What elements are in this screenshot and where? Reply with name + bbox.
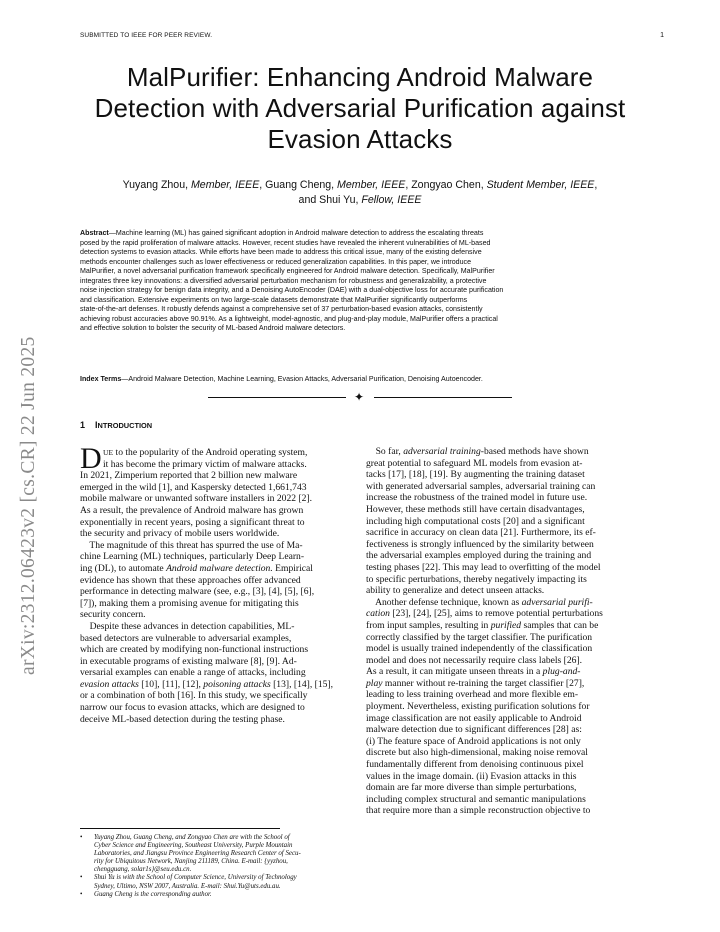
abstract-line: Abstract—Machine learning (ML) has gained significant adoption in Android malware detection to address the escalating threats	[80, 229, 484, 237]
body-line: As a result, the prevalence of Android malware has grown	[80, 504, 304, 516]
abstract-label: Abstract	[80, 229, 109, 237]
paper-title	[70, 62, 650, 155]
footnotes	[80, 834, 356, 899]
footnote-item: • Yuyang Zhou, Guang Cheng, and Zongyao Chen are with the School of Cyber Science and Engineering, Southeast University, Purple Mountain Laboratories, and Jiangsu Province Engineering Research Center of Secu- rity for Ubiquitous Network, Nanjing 211189, China. E-mail: {yyzhou, chengguang, solar1s}@seu.edu.cn.	[80, 834, 356, 874]
abstract-line: posed by the rapid proliferation of malware attacks. However, recent studies have revealed the inherent vulnerabilities of ML-based	[80, 238, 491, 247]
body-line: cation [23], [24], [25], aims to remove potential perturbations	[366, 608, 603, 620]
body-line: security concern.	[80, 609, 146, 621]
body-line: chine Learning (ML) techniques, particularly Deep Learn-	[80, 551, 305, 563]
body-line: based detectors are vulnerable to adversarial examples,	[80, 632, 292, 644]
body-line: that require more than a simple reconstruction objective to	[366, 805, 591, 817]
body-line: great potential to safeguard ML models from evasion at-	[366, 457, 583, 469]
body-line: As a result, it can mitigate unseen threats in a plug-and-	[366, 666, 581, 678]
body-line: in executable programs of existing malware [8], [9]. Ad-	[80, 655, 297, 667]
body-line: tacks [17], [18], [19]. By augmenting the training dataset	[366, 469, 585, 481]
footnote-item: • Shui Yu is with the School of Computer Science, University of Technology Sydney, Ultimo, NSW 2007, Australia. E-mail: Shui.Yu@uts.edu.au.	[80, 874, 356, 890]
body-line: exponentially in recent years, posing a significant threat to	[80, 516, 305, 528]
author-line: and Shui Yu, Fellow, IEEE	[298, 194, 422, 206]
body-line: In 2021, Zimperium reported that 2 billion new malware	[80, 470, 298, 482]
body-line: emerged in the wild [1], and Kaspersky detected 1,661,743	[80, 481, 307, 493]
body-line: The magnitude of this threat has spurred the use of Ma-	[80, 539, 303, 551]
body-line: model and does not necessarily require class labels [26].	[366, 654, 583, 666]
index-terms: Index Terms—Android Malware Detection, Machine Learning, Evasion Attacks, Adversarial Purification, Denoising Autoencoder.	[80, 375, 483, 383]
body-line: including high computational costs [20] and a significant	[366, 515, 585, 527]
title-line: Detection with Adversarial Purification against	[94, 93, 626, 123]
abstract-line: state-of-the-art defenses. It robustly defends against a comprehensive set of 37 perturbation-based evasion attacks, consistently	[80, 305, 483, 314]
body-line: UE to the popularity of the Android operating system,	[103, 447, 308, 458]
body-line: or a combination of both [16]. In this study, we specifically	[80, 690, 308, 702]
body-line: evidence has shown that these approaches offer advanced	[80, 574, 301, 586]
body-line: malware detection due to significant differences [28] as:	[366, 724, 582, 736]
abstract-line: MalPurifier, a novel adversarial purification framework specifically engineered for Android malware detection. Specifically, MalPurifier	[80, 267, 495, 276]
section-divider	[208, 392, 512, 402]
body-line: Another defense technique, known as adversarial purifi-	[366, 596, 593, 608]
body-line: (i) The feature space of Android applications is not only	[366, 735, 581, 747]
body-line: which are created by modifying non-functional instructions	[80, 644, 309, 656]
body-line: So far, adversarial training-based methods have shown	[366, 446, 589, 457]
footnote-rule	[80, 828, 280, 829]
body-line: discrete but also high-dimensional, making noise removal	[366, 747, 588, 759]
abstract	[80, 229, 640, 334]
body-line: the adversarial examples employed during the training and	[366, 550, 592, 562]
body-line: ability to generalize and detect unseen attacks.	[366, 585, 545, 597]
arxiv-stamp: arXiv:2312.06423v2 [cs.CR] 22 Jun 2025	[18, 336, 39, 675]
body-line: domain are far more diverse than simple perturbations,	[366, 782, 577, 794]
body-line: fundamentally different from denoising continuous pixel	[366, 759, 584, 771]
body-line: ployment. Nevertheless, existing purification solutions for	[366, 701, 590, 713]
abstract-line: noise injection strategy for benign data integrity, and a Denoising AutoEncoder (DAE) with a dual-objective loss for accurate purification	[80, 286, 504, 295]
divider-rule-left	[208, 397, 346, 398]
abstract-line: and effective solution to bolster the security of ML-based Android malware detectors.	[80, 324, 346, 333]
page-number: 1	[660, 32, 664, 39]
body-line: increase the robustness of the trained model in future use.	[366, 492, 588, 504]
body-line: correctly classified by the target classifier. The purification	[366, 631, 593, 643]
body-line: evasion attacks [10], [11], [12], poisoning attacks [13], [14], [15],	[80, 678, 334, 690]
body-line: However, these methods still have certain disadvantages,	[366, 503, 585, 515]
body-line: fectiveness is strongly influenced by the similarity between	[366, 538, 594, 550]
body-line: narrow our focus to evasion attacks, which are designed to	[80, 702, 305, 714]
author-line: Yuyang Zhou, Member, IEEE, Guang Cheng, Member, IEEE, Zongyao Chen, Student Member, IEEE,	[122, 179, 598, 191]
footnote-item: • Guang Cheng is the corresponding author.	[80, 891, 356, 899]
author-list	[66, 178, 654, 208]
body-line: deceive ML-based detection during the testing phase.	[80, 713, 285, 725]
abstract-line: methods encounter challenges such as lower effectiveness or reduced generalization capabilities. In this paper, we introduce	[80, 257, 472, 266]
left-column	[80, 447, 356, 725]
section-number: 1	[80, 420, 86, 430]
body-line: performance in detecting malware (see, e.g., [3], [4], [5], [6],	[80, 586, 315, 598]
body-line: including complex structural and semantic manipulations	[366, 793, 586, 805]
body-line: [7]), making them a promising avenue for mitigating this	[80, 597, 299, 609]
body-line: mobile malware or unwanted software installers in 2022 [2].	[80, 493, 313, 505]
body-line: the security and privacy of mobile users worldwide.	[80, 528, 280, 540]
body-line: play manner without re-training the target classifier [27],	[366, 677, 585, 689]
body-line: to specific perturbations, thereby negatively impacting its	[366, 573, 587, 585]
body-line: testing phases [22]. This may lead to overfitting of the model	[366, 561, 601, 573]
body-line: ing (DL), to automate Android malware detection. Empirical	[80, 562, 313, 574]
running-header: SUBMITTED TO IEEE FOR PEER REVIEW.	[80, 32, 213, 39]
body-line: with generated adversarial samples, adversarial training can	[366, 480, 596, 492]
body-line: versarial examples can enable a range of attacks, including	[80, 667, 306, 679]
body-line: leading to less training overhead and more flexible em-	[366, 689, 579, 701]
body-line: values in the image domain. (ii) Evasion attacks in this	[366, 770, 577, 782]
right-column	[366, 446, 642, 817]
body-line: sacrifice in accuracy on clean data [21]. Furthermore, its ef-	[366, 527, 596, 539]
divider-rule-right	[374, 397, 512, 398]
body-line: from input samples, resulting in purified samples that can be	[366, 619, 599, 631]
abstract-line: achieving robust accuracies above 90.91%. As a lightweight, model-agnostic, and plug-and-play module, MalPurifier offers a practical	[80, 314, 498, 323]
abstract-line: and classification. Extensive experiments on two large-scale datasets demonstrate that MalPurifier significantly outperforms	[80, 295, 468, 304]
divider-ornament-icon: ✦	[354, 390, 365, 404]
title-line: Evasion Attacks	[267, 124, 453, 154]
index-terms-label: Index Terms	[80, 375, 122, 383]
abstract-line: integrates three key innovations: a diversified adversarial perturbation mechanism for robustness and generalizability, a protective	[80, 276, 487, 285]
abstract-line: detection systems to evasion attacks. While efforts have been made to address this critical issue, many of the existing defensive	[80, 248, 482, 257]
body-line: Despite these advances in detection capabilities, ML-	[80, 620, 295, 632]
body-line: image classification are not easily applicable to Android	[366, 712, 582, 724]
drop-cap: D	[80, 442, 102, 475]
body-line: model is usually trained independently of the classification	[366, 643, 593, 655]
section-heading: 1 INTRODUCTION	[80, 420, 153, 430]
body-line: it has become the primary victim of malware attacks.	[103, 458, 307, 470]
title-line: MalPurifier: Enhancing Android Malware	[126, 62, 594, 92]
